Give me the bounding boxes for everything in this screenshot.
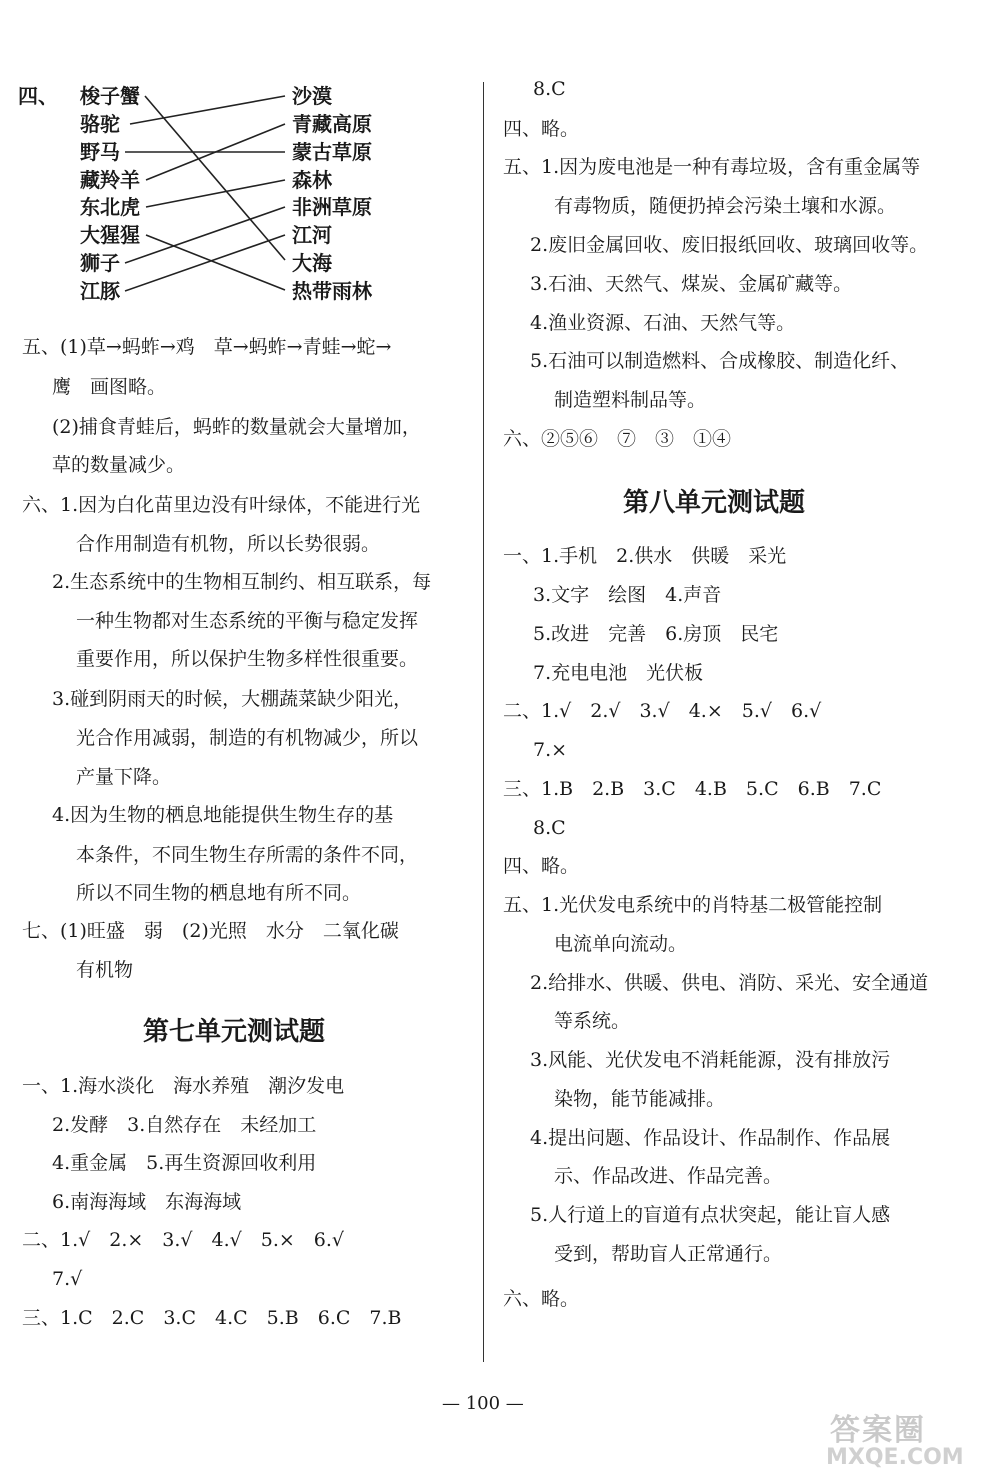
- answer-line: 染物，能节能减排。: [554, 1088, 726, 1110]
- answer-line: 4.重金属 5.再生资源回收利用: [52, 1152, 317, 1174]
- answer-line: 8.C: [533, 817, 566, 839]
- answer-line: 3.碰到阴雨天的时候，大棚蔬菜缺少阳光，: [52, 688, 413, 710]
- unit8-title: 第八单元测试题: [623, 488, 806, 518]
- answer-line: 合作用制造有机物，所以长势很弱。: [76, 533, 381, 555]
- answer-line: 5.改进 完善 6.房顶 民宅: [533, 623, 779, 645]
- answer-line: 七、(1)旺盛 弱 (2)光照 水分 二氧化碳: [22, 920, 399, 942]
- answer-line: 7.√: [52, 1268, 83, 1290]
- answer-line: 四、略。: [503, 855, 580, 877]
- answer-line: 4.提出问题、作品设计、作品制作、作品展: [530, 1127, 891, 1149]
- answer-line: 3.文字 绘图 4.声音: [533, 584, 722, 606]
- answer-line: 制造塑料制品等。: [554, 389, 707, 411]
- matching-right-item: 森林: [292, 168, 332, 192]
- answer-line: 5.人行道上的盲道有点状突起，能让盲人感: [530, 1204, 891, 1226]
- watermark-url: MXQE.COM: [826, 1445, 964, 1470]
- answer-line: 有机物: [76, 959, 134, 981]
- matching-left-item: 梭子蟹: [80, 84, 140, 108]
- matching-right-item: 沙漠: [292, 84, 332, 108]
- answer-line: 所以不同生物的栖息地有所不同。: [76, 882, 362, 904]
- answer-line: 产量下降。: [76, 766, 172, 788]
- match-line: [125, 235, 285, 291]
- answer-line: (2)捕食青蛙后，蚂蚱的数量就会大量增加，: [52, 416, 421, 438]
- answer-line: 等系统。: [554, 1010, 631, 1032]
- matching-right-item: 大海: [292, 251, 332, 275]
- matching-left-item: 江豚: [80, 279, 120, 303]
- answer-line: 4.因为生物的栖息地能提供生物生存的基: [52, 804, 394, 826]
- answer-line: 7.充电电池 光伏板: [533, 662, 704, 684]
- match-line: [146, 180, 285, 207]
- answer-line: 电流单向流动。: [554, 933, 688, 955]
- answer-line: 示、作品改进、作品完善。: [554, 1165, 783, 1187]
- matching-label: 四、: [18, 84, 58, 108]
- answer-line: 五、1.光伏发电系统中的肖特基二极管能控制: [503, 894, 883, 916]
- answer-line: 受到，帮助盲人正常通行。: [554, 1243, 783, 1265]
- answer-line: 六、②⑤⑥ ⑦ ③ ①④: [503, 428, 732, 450]
- answer-line: 8.C: [533, 78, 566, 100]
- answer-line: 2.生态系统中的生物相互制约、相互联系，每: [52, 571, 432, 593]
- answer-line: 有毒物质，随便扔掉会污染土壤和水源。: [554, 195, 897, 217]
- answer-line: 二、1.√ 2.√ 3.√ 4.× 5.√ 6.√: [503, 700, 822, 722]
- watermark-logo-text: 答案圈: [830, 1413, 926, 1448]
- matching-left-item: 东北虎: [80, 195, 140, 219]
- answer-line: 草的数量减少。: [52, 454, 186, 476]
- answer-line: 六、1.因为白化苗里边没有叶绿体，不能进行光: [22, 494, 421, 516]
- matching-right-item: 青藏高原: [292, 112, 372, 136]
- answer-line: 4.渔业资源、石油、天然气等。: [530, 312, 796, 334]
- answer-line: 四、略。: [503, 118, 580, 140]
- answer-line: 本条件，不同生物生存所需的条件不同，: [76, 844, 419, 866]
- page-number: — 100 —: [442, 1393, 524, 1414]
- column-divider: [483, 82, 484, 1362]
- matching-left-item: 大猩猩: [80, 223, 140, 247]
- unit7-title: 第七单元测试题: [143, 1017, 326, 1047]
- answer-line: 3.石油、天然气、煤炭、金属矿藏等。: [530, 273, 853, 295]
- answer-line: 2.给排水、供暖、供电、消防、采光、安全通道: [530, 972, 929, 994]
- answer-line: 六、略。: [503, 1288, 580, 1310]
- matching-left-item: 狮子: [80, 251, 120, 275]
- matching-left-item: 野马: [80, 140, 120, 164]
- answer-line: 鹰 画图略。: [52, 376, 167, 398]
- answer-line: 一种生物都对生态系统的平衡与稳定发挥: [76, 610, 419, 632]
- answer-line: 重要作用，所以保护生物多样性很重要。: [76, 648, 419, 670]
- match-line: [145, 96, 285, 260]
- match-line: [146, 235, 285, 290]
- answer-line: 6.南海海域 东海海域: [52, 1191, 242, 1213]
- answer-line: 一、1.手机 2.供水 供暖 采光: [503, 545, 787, 567]
- answer-line: 2.发酵 3.自然存在 未经加工: [52, 1114, 317, 1136]
- answer-line: 三、1.C 2.C 3.C 4.C 5.B 6.C 7.B: [22, 1307, 402, 1329]
- match-line: [125, 207, 285, 263]
- answer-line: 二、1.√ 2.× 3.√ 4.√ 5.× 6.√: [22, 1229, 345, 1251]
- match-line: [130, 96, 285, 124]
- answer-line: 2.废旧金属回收、废旧报纸回收、玻璃回收等。: [530, 234, 929, 256]
- watermark: [818, 1405, 998, 1475]
- answer-line: 一、1.海水淡化 海水养殖 潮汐发电: [22, 1075, 345, 1097]
- answer-line: 三、1.B 2.B 3.C 4.B 5.C 6.B 7.C: [503, 778, 882, 800]
- answer-line: 五、(1)草→蚂蚱→鸡 草→蚂蚱→青蛙→蛇→: [22, 336, 392, 358]
- matching-left-item: 骆驼: [80, 112, 120, 136]
- answer-line: 7.×: [533, 739, 568, 761]
- answer-line: 光合作用减弱，制造的有机物减少，所以: [76, 727, 419, 749]
- matching-right-item: 非洲草原: [292, 195, 372, 219]
- matching-left-item: 藏羚羊: [80, 168, 140, 192]
- answer-line: 五、1.因为废电池是一种有毒垃圾，含有重金属等: [503, 156, 921, 178]
- matching-right-item: 蒙古草原: [292, 140, 372, 164]
- matching-right-item: 热带雨林: [292, 279, 372, 303]
- matching-right-item: 江河: [292, 223, 332, 247]
- answer-line: 3.风能、光伏发电不消耗能源，没有排放污: [530, 1049, 891, 1071]
- answer-line: 5.石油可以制造燃料、合成橡胶、制造化纤、: [530, 350, 910, 372]
